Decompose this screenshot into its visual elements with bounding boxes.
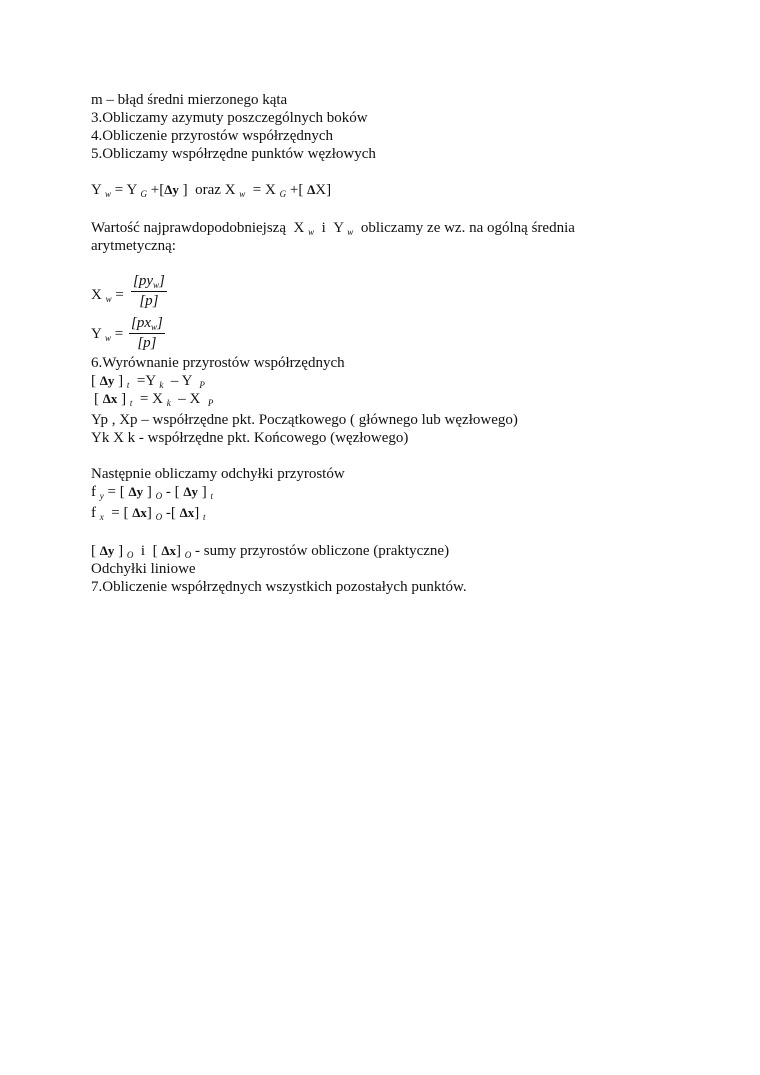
symbol-close: ] <box>175 543 181 559</box>
symbol-close: ] <box>201 484 207 500</box>
text-wartosc: Wartość najprawdopodobniejszą <box>91 220 286 236</box>
symbol-close: ] <box>194 505 200 521</box>
symbol-Y: Y <box>181 373 192 389</box>
fraction-numerator <box>129 314 165 334</box>
delta-X: Δ <box>307 182 316 197</box>
delta-y: Δy <box>128 484 144 499</box>
symbol-eq: = <box>114 182 124 198</box>
subscript-O: O <box>155 512 163 522</box>
symbol-Y: Y <box>91 182 102 198</box>
symbol-Y: Y <box>145 373 156 389</box>
subscript-O: O <box>126 550 134 560</box>
subscript-t: t <box>129 398 133 408</box>
num-text: [px <box>131 315 151 331</box>
formula-fx <box>91 504 206 523</box>
text-line-wyrownanie: 6.Wyrównanie przyrostów współrzędnych <box>91 355 345 371</box>
num-text: [py <box>133 273 153 289</box>
symbol-open: [ <box>174 484 180 500</box>
formula-node-coordinates <box>91 181 331 200</box>
subscript-w: w <box>153 280 160 290</box>
symbol-open: [ <box>119 484 125 500</box>
delta-x: Δx <box>161 543 176 558</box>
symbol-dash: - <box>165 505 171 521</box>
symbol-open: [ <box>91 373 96 389</box>
text-line-arytmetyczna: arytmetyczną: <box>91 238 176 254</box>
subscript-t: t <box>126 380 130 390</box>
symbol-open: [ <box>91 543 96 559</box>
text-line-obliczenie: 7.Obliczenie współrzędnych wszystkich pozostałych punktów. <box>91 579 467 595</box>
formula-yw-label <box>91 325 123 344</box>
symbol-eq: = <box>115 287 124 303</box>
symbol-Y: Y <box>333 220 344 236</box>
delta-y: Δy <box>99 373 115 388</box>
symbol-eq: = <box>111 505 120 521</box>
symbol-eq: = <box>252 182 262 198</box>
text-sumy: - sumy przyrostów obliczone (praktyczne) <box>194 543 450 559</box>
fraction-numerator <box>131 272 167 292</box>
subscript-w: w <box>151 322 158 332</box>
subscript-G: G <box>140 189 147 199</box>
subscript-O: O <box>184 550 192 560</box>
fraction-yw <box>129 314 165 352</box>
delta-y: Δy <box>164 182 179 197</box>
symbol-close: ] <box>146 505 152 521</box>
subscript-w: w <box>347 227 354 237</box>
symbol-open: [ <box>170 505 176 521</box>
delta-y: Δy <box>183 484 199 499</box>
formula-dx-teoretyczne <box>94 390 213 409</box>
symbol-open: [ <box>152 543 158 559</box>
text-line-poczatkowy: Yp , Xp – współrzędne pkt. Początkowego ( głównego lub węzłowego) <box>91 412 518 428</box>
subscript-x: x <box>99 512 104 522</box>
fraction-xw <box>131 272 167 310</box>
text-line-wartosc <box>91 219 575 238</box>
subscript-t: t <box>203 512 206 522</box>
delta-x: Δx <box>179 505 195 520</box>
subscript-w: w <box>105 333 112 343</box>
symbol-Y: Y <box>126 182 137 198</box>
symbol-close: ] <box>157 315 163 331</box>
symbol-Y: Y <box>91 326 102 342</box>
subscript-P: P <box>207 398 214 408</box>
formula-sumy <box>91 542 449 561</box>
text-line-azymuty: 3.Obliczamy azymuty poszczególnych boków <box>91 110 368 126</box>
word-oraz: oraz <box>195 182 221 198</box>
fraction-denominator: [p] <box>139 293 159 309</box>
symbol-X: X <box>265 182 276 198</box>
symbol-close: ] <box>121 391 127 407</box>
symbol-eq: = <box>139 391 149 407</box>
symbol-eq: = <box>136 373 146 389</box>
symbol-close: ] <box>159 273 165 289</box>
subscript-w: w <box>105 189 112 199</box>
symbol-dash: - <box>165 484 171 500</box>
symbol-open: +[ <box>289 182 304 198</box>
subscript-w: w <box>308 227 315 237</box>
symbol-X: X <box>315 182 327 198</box>
symbol-close: ] <box>182 182 188 198</box>
symbol-eq: = <box>107 484 116 500</box>
delta-x: Δx <box>102 391 118 406</box>
symbol-open: +[ <box>150 182 165 198</box>
text-line-odchylki-liniowe: Odchyłki liniowe <box>91 561 196 577</box>
formula-dy-teoretyczne <box>91 372 205 391</box>
subscript-O: O <box>155 491 163 501</box>
symbol-f: f <box>91 505 96 521</box>
subscript-t: t <box>210 491 214 501</box>
subscript-y: y <box>99 491 104 501</box>
formula-fy <box>91 483 213 502</box>
symbol-X: X <box>224 182 236 198</box>
text-line-blad: m – błąd średni mierzonego kąta <box>91 92 288 108</box>
text-obliczamy: obliczamy ze wz. na ogólną średnia <box>360 220 575 236</box>
subscript-k: k <box>159 380 164 390</box>
subscript-k: k <box>166 398 171 408</box>
subscript-P: P <box>199 380 205 390</box>
symbol-X: X <box>189 391 201 407</box>
symbol-minus: – <box>178 391 186 407</box>
subscript-w: w <box>239 189 246 199</box>
symbol-open: [ <box>123 505 129 521</box>
word-i: i <box>321 220 326 236</box>
symbol-X: X <box>293 220 305 236</box>
symbol-X: X <box>152 391 163 407</box>
symbol-close: ] <box>118 543 124 559</box>
text-line-przyrosty: 4.Obliczenie przyrostów współrzędnych <box>91 128 334 144</box>
symbol-f: f <box>91 484 96 500</box>
symbol-eq: = <box>114 326 124 342</box>
formula-xw-label <box>91 286 124 305</box>
text-line-odchylki: Następnie obliczamy odchyłki przyrostów <box>91 466 345 482</box>
word-i: i <box>140 543 146 559</box>
symbol-close: ] <box>326 182 332 198</box>
delta-y: Δy <box>99 543 115 558</box>
symbol-minus: – <box>170 373 179 389</box>
symbol-close: ] <box>118 373 124 389</box>
text-line-koncowy: Yk X k - współrzędne pkt. Końcowego (węzłowego) <box>91 430 409 446</box>
symbol-open: [ <box>94 391 99 407</box>
fraction-denominator: [p] <box>137 335 157 351</box>
text-line-wspolrzedne: 5.Obliczamy współrzędne punktów węzłowych <box>91 146 376 162</box>
delta-x: Δx <box>132 505 147 520</box>
symbol-X: X <box>91 287 102 303</box>
subscript-w: w <box>105 294 112 304</box>
subscript-G: G <box>279 189 287 199</box>
symbol-close: ] <box>146 484 152 500</box>
